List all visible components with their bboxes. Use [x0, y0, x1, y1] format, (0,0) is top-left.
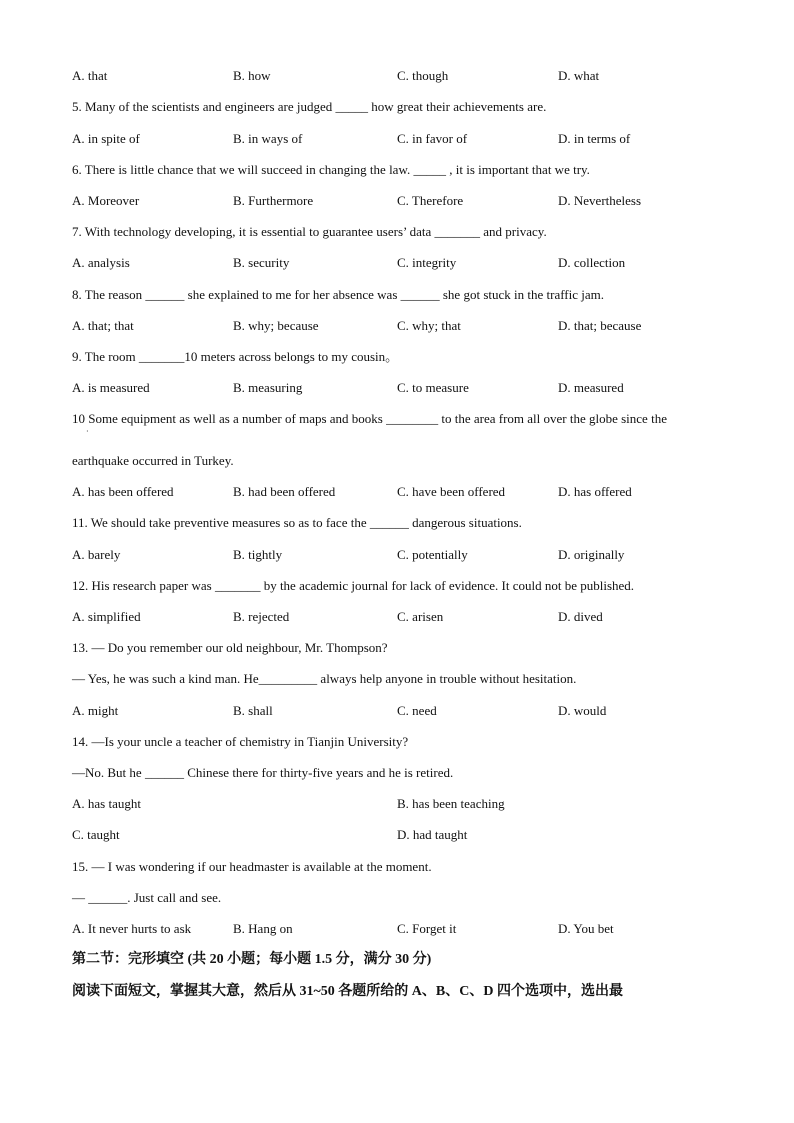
q11-stem: 11. We should take preventive measures so as to face the ______ dangerous situations. — [72, 515, 522, 530]
q4-option-d: D. what — [558, 68, 600, 83]
q13-option-b: B. shall — [233, 703, 273, 718]
q10-option-d: D. has offered — [558, 484, 632, 499]
q12-option-a: A. simplified — [72, 609, 141, 624]
q7-stem: 7. With technology developing, it is essential to guarantee users’ data _______ and privacy. — [72, 224, 547, 239]
q5-option-b: B. in ways of — [233, 131, 303, 146]
q14-stem: 14. —Is your uncle a teacher of chemistry in Tianjin University? — [72, 734, 409, 749]
q12-stem: 12. His research paper was _______ by the academic journal for lack of evidence. It could not be published. — [72, 578, 635, 593]
q12-option-b: B. rejected — [233, 609, 290, 624]
q11-option-b: B. tightly — [233, 547, 283, 562]
q10-option-a: A. has been offered — [72, 484, 174, 499]
q10-number-mark: · — [86, 427, 89, 436]
q11-option-c: C. potentially — [397, 547, 468, 562]
q6-option-c: C. Therefore — [397, 193, 464, 208]
q9-option-a: A. is measured — [72, 380, 150, 395]
q7-option-b: B. security — [233, 255, 290, 270]
q8-option-b: B. why; because — [233, 318, 319, 333]
section2-heading: 第二节：完形填空 (共 20 小题；每小题 1.5 分，满分 30 分) — [72, 952, 432, 967]
q8-option-c: C. why; that — [397, 318, 461, 333]
q15-option-b: B. Hang on — [233, 921, 293, 936]
section2-instruction: 阅读下面短文，掌握其大意，然后从 31~50 各题所给的 A、B、C、D 四个选项中，选出最 — [72, 984, 623, 999]
q11-option-a: A. barely — [72, 547, 121, 562]
q6-option-d: D. Nevertheless — [558, 193, 642, 208]
q13-option-c: C. need — [397, 703, 437, 718]
q10-option-b: B. had been offered — [233, 484, 336, 499]
q7-option-a: A. analysis — [72, 255, 130, 270]
q4-option-c: C. though — [397, 68, 449, 83]
q8-stem: 8. The reason ______ she explained to me for her absence was ______ she got stuck in the traffic jam. — [72, 287, 605, 302]
q7-option-d: D. collection — [558, 255, 626, 270]
q15-option-d: D. You bet — [558, 921, 614, 936]
q13-option-a: A. might — [72, 703, 119, 718]
q4-option-b: B. how — [233, 68, 271, 83]
q8-option-a: A. that; that — [72, 318, 134, 333]
q15-option-c: C. Forget it — [397, 921, 457, 936]
q14-option-d: D. had taught — [397, 827, 468, 842]
q15-stem-reply: — ______. Just call and see. — [72, 890, 222, 905]
q15-stem: 15. — I was wondering if our headmaster is available at the moment. — [72, 859, 432, 874]
q5-stem: 5. Many of the scientists and engineers are judged _____ how great their achievements are. — [72, 99, 547, 114]
q9-stem: 9. The room _______10 meters across belongs to my cousin。 — [72, 349, 399, 364]
q5-option-a: A. in spite of — [72, 131, 140, 146]
q5-option-d: D. in terms of — [558, 131, 631, 146]
q7-option-c: C. integrity — [397, 255, 457, 270]
q6-option-a: A. Moreover — [72, 193, 140, 208]
q12-option-d: D. dived — [558, 609, 603, 624]
q9-option-b: B. measuring — [233, 380, 303, 395]
q14-option-b: B. has been teaching — [397, 796, 505, 811]
q9-option-c: C. to measure — [397, 380, 469, 395]
q6-stem: 6. There is little chance that we will succeed in changing the law. _____ , it is important that we try. — [72, 162, 590, 177]
q13-stem: 13. — Do you remember our old neighbour, Mr. Thompson? — [72, 640, 388, 655]
q13-stem-reply: — Yes, he was such a kind man. He_________ always help anyone in trouble without hesitation. — [72, 671, 577, 686]
q15-option-a: A. It never hurts to ask — [72, 921, 192, 936]
q12-option-c: C. arisen — [397, 609, 444, 624]
q8-option-d: D. that; because — [558, 318, 642, 333]
q14-stem-reply: —No. But he ______ Chinese there for thirty-five years and he is retired. — [72, 765, 454, 780]
q10-stem-continued: earthquake occurred in Turkey. — [72, 453, 234, 468]
q14-option-c: C. taught — [72, 827, 120, 842]
q6-option-b: B. Furthermore — [233, 193, 314, 208]
q11-option-d: D. originally — [558, 547, 625, 562]
q5-option-c: C. in favor of — [397, 131, 468, 146]
q9-option-d: D. measured — [558, 380, 624, 395]
q10-option-c: C. have been offered — [397, 484, 506, 499]
q4-option-a: A. that — [72, 68, 108, 83]
q13-option-d: D. would — [558, 703, 607, 718]
q10-stem: 10 Some equipment as well as a number of maps and books ________ to the area from all over the globe since the — [72, 411, 667, 426]
q14-option-a: A. has taught — [72, 796, 141, 811]
